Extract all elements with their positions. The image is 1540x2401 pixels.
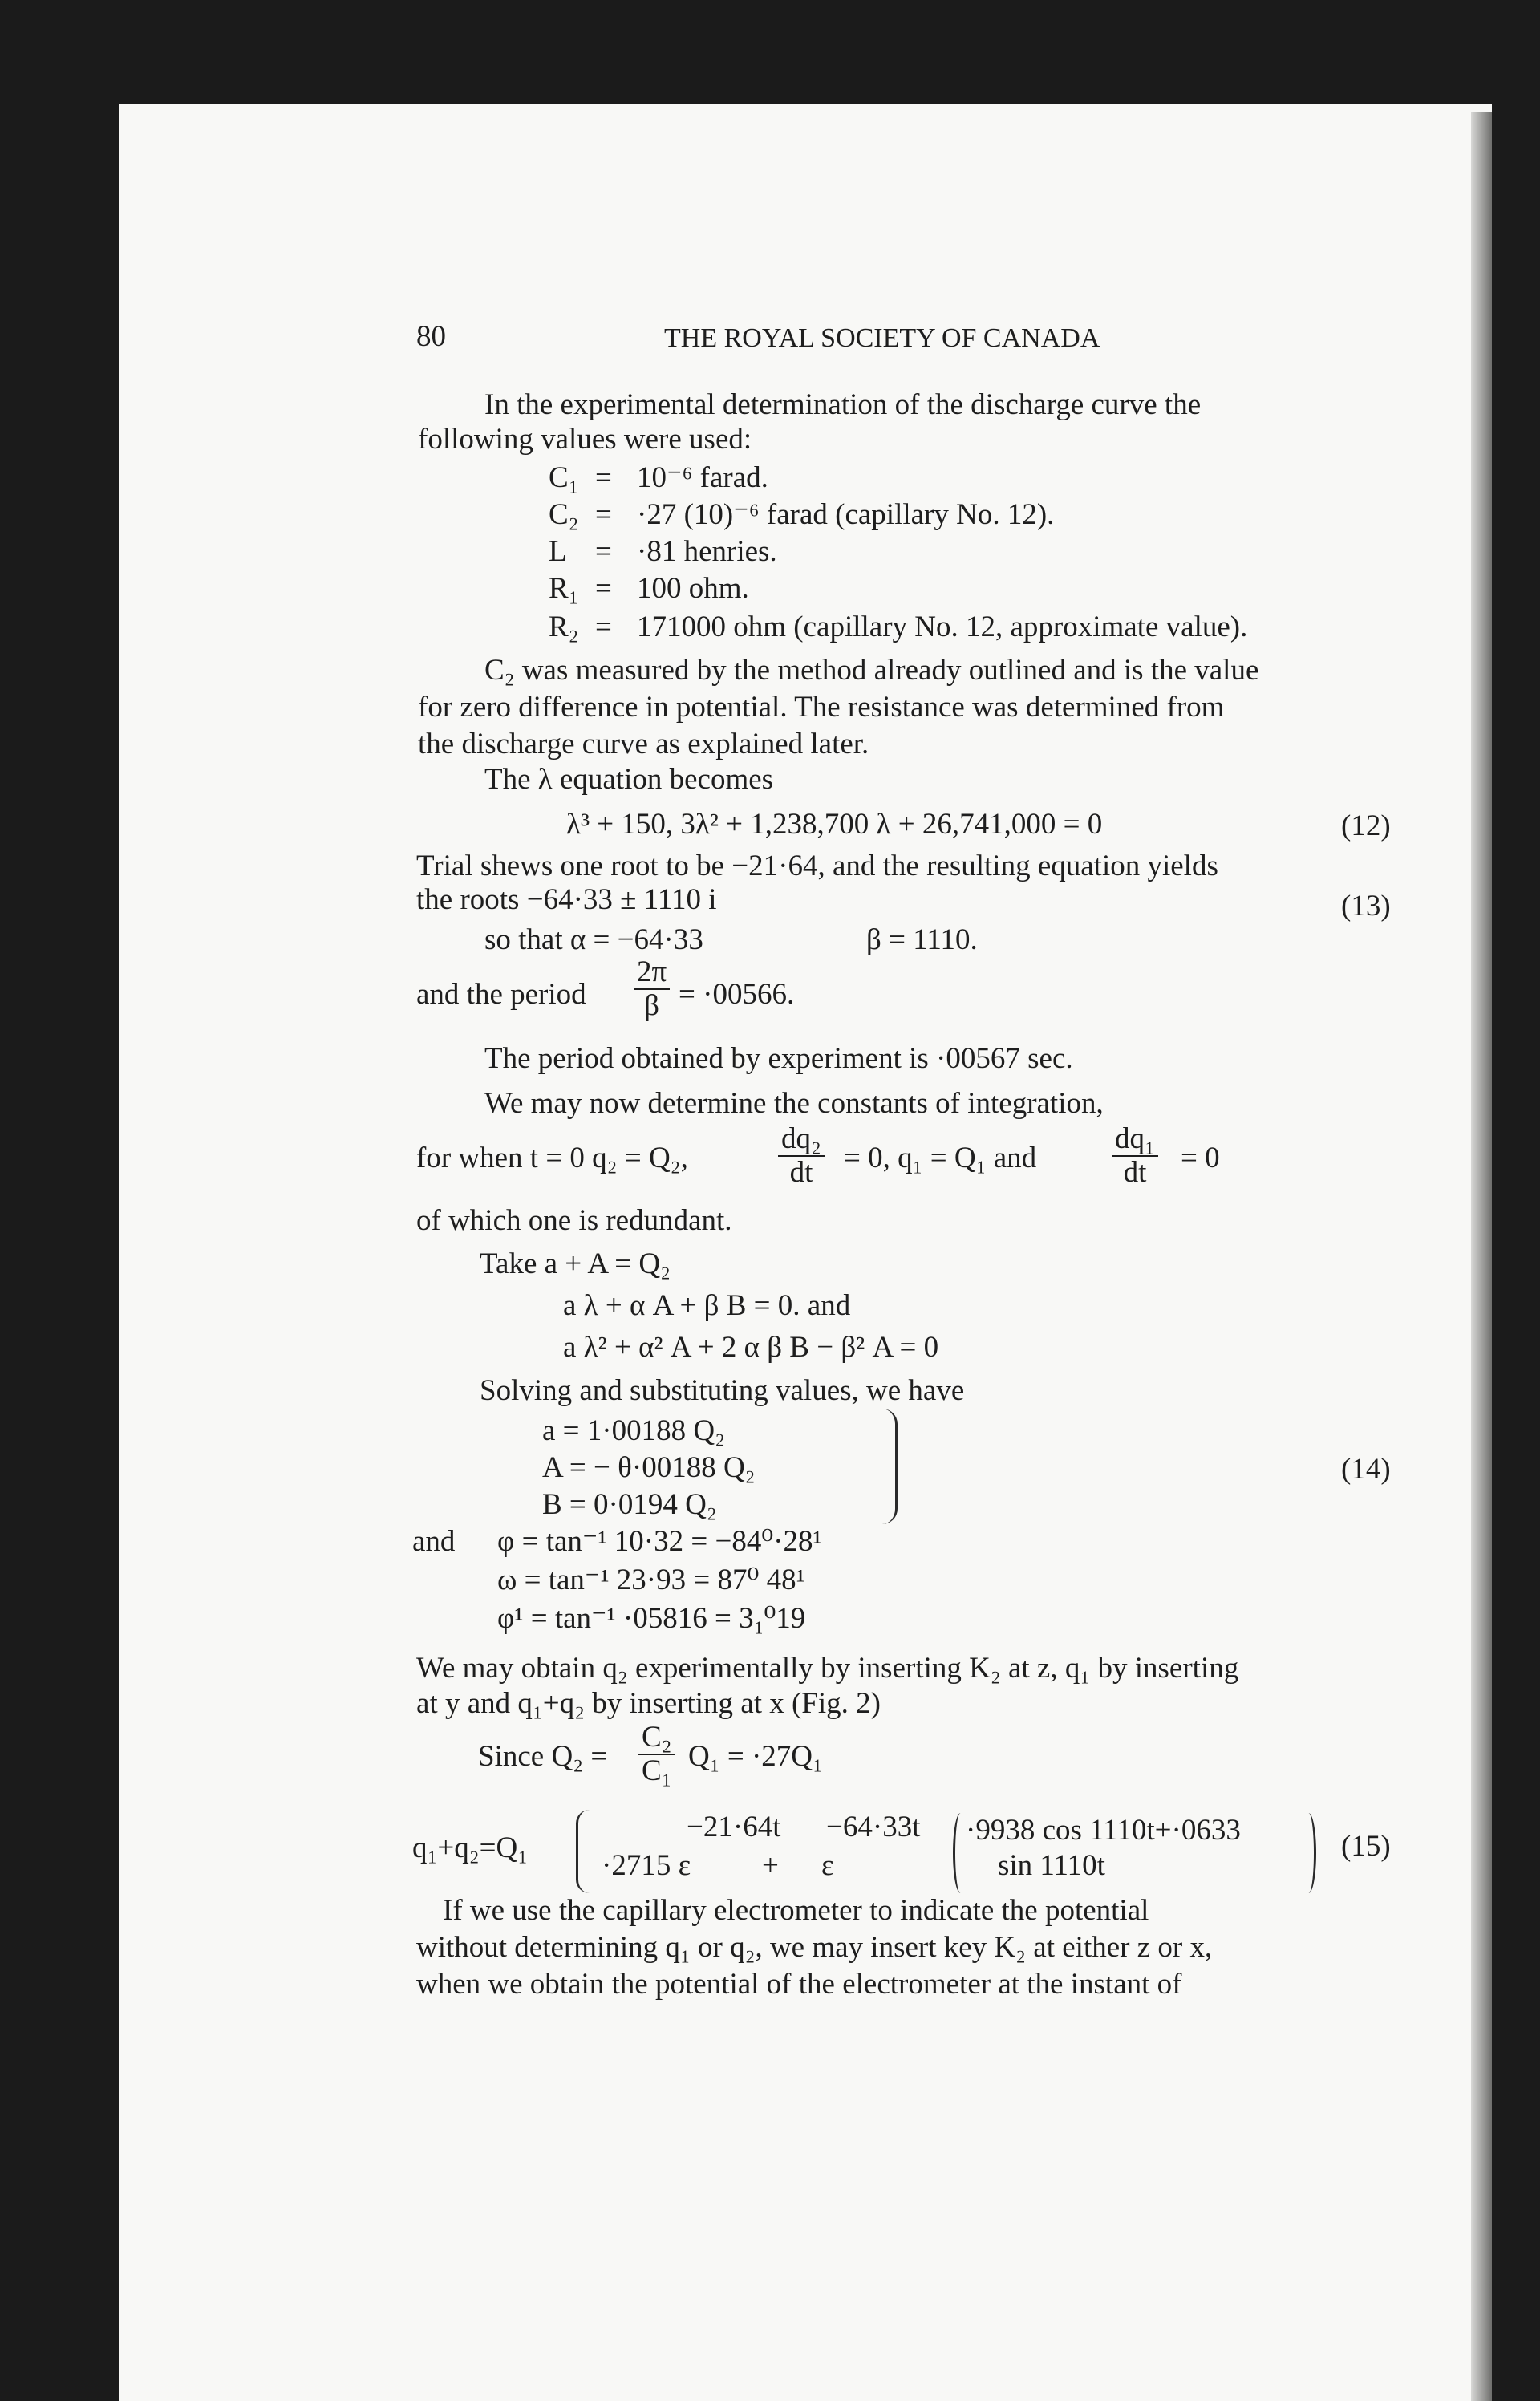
fraction-numerator: C₂ bbox=[638, 1722, 675, 1755]
eq14-line-1: a = 1·00188 Q₂ bbox=[542, 1414, 725, 1447]
experimental-period: The period obtained by experiment is ·00567 sec. bbox=[484, 1042, 1073, 1075]
plus-sign: + bbox=[762, 1849, 779, 1882]
value-text: ·27 (10)⁻⁶ farad (capillary No. 12). bbox=[637, 498, 1055, 531]
exponent-2: −64·33t bbox=[826, 1811, 921, 1843]
equation-number: (12) bbox=[1341, 809, 1391, 842]
eq14-line-3: B = 0·0194 Q₂ bbox=[542, 1488, 717, 1521]
phi-line: φ = tan⁻¹ 10·32 = −84⁰·28¹ bbox=[497, 1525, 822, 1558]
trial-line-1: Trial shews one root to be −21·64, and the resulting equation yields bbox=[416, 850, 1218, 882]
lambda-intro: The λ equation becomes bbox=[484, 763, 774, 796]
period-fraction bbox=[634, 956, 670, 1022]
value-sym: C₂ bbox=[549, 498, 579, 531]
when-mid: = 0, q₁ = Q₁ and bbox=[844, 1142, 1037, 1174]
eq14-line-2: A = − θ·00188 Q₂ bbox=[542, 1451, 756, 1484]
fraction-denominator: C₁ bbox=[642, 1754, 672, 1787]
trial-line-2: the roots −64·33 ± 1110 i bbox=[416, 883, 717, 916]
value-sym: C₁ bbox=[549, 461, 579, 494]
period-label: and the period bbox=[416, 978, 586, 1011]
omega-line: ω = tan⁻¹ 23·93 = 87⁰ 48¹ bbox=[497, 1563, 805, 1596]
capacity-ratio-fraction bbox=[638, 1722, 675, 1787]
right-brace bbox=[882, 1409, 898, 1524]
equation-number: (13) bbox=[1341, 890, 1391, 923]
eq15-lhs: q₁+q₂=Q₁ bbox=[412, 1831, 529, 1864]
since-pre: Since Q₂ = bbox=[478, 1740, 608, 1773]
page-number: 80 bbox=[416, 320, 446, 353]
obtain-line-1: We may obtain q₂ experimentally by inserting K₂ at z, q₁ by inserting bbox=[416, 1652, 1239, 1685]
final-line-3: when we obtain the potential of the electrometer at the instant of bbox=[416, 1968, 1182, 2001]
sin-term: sin 1110t bbox=[998, 1849, 1105, 1882]
eq15-coefficient: ·2715 ε bbox=[602, 1849, 691, 1882]
value-sym: R₂ bbox=[549, 610, 579, 643]
equation-number: (14) bbox=[1341, 1453, 1391, 1486]
value-eq: = bbox=[595, 535, 612, 568]
value-eq: = bbox=[595, 498, 612, 531]
value-eq: = bbox=[595, 610, 612, 643]
c2-line-1: C₂ was measured by the method already outlined and is the value bbox=[484, 654, 1259, 687]
page bbox=[119, 104, 1492, 2401]
redundant-line: of which one is redundant. bbox=[416, 1204, 732, 1237]
running-title: THE ROYAL SOCIETY OF CANADA bbox=[664, 323, 1100, 353]
fraction-numerator: dq₁ bbox=[1112, 1123, 1158, 1157]
c2-line-3: the discharge curve as explained later. bbox=[418, 728, 869, 760]
intro-line-2: following values were used: bbox=[418, 423, 752, 456]
take-line-3: a λ² + α² A + 2 α β B − β² A = 0 bbox=[563, 1331, 939, 1364]
alpha-value: so that α = −64·33 bbox=[484, 923, 703, 956]
phi1-line: φ¹ = tan⁻¹ ·05816 = 3₁⁰19 bbox=[497, 1602, 806, 1635]
fraction-denominator: dt bbox=[789, 1156, 813, 1189]
left-brace bbox=[576, 1810, 590, 1893]
value-text: 171000 ohm (capillary No. 12, approximate value). bbox=[637, 610, 1248, 643]
fraction-numerator: 2π bbox=[634, 956, 670, 990]
fraction-denominator: dt bbox=[1123, 1156, 1147, 1189]
value-eq: = bbox=[595, 572, 612, 605]
take-line-2: a λ + α A + β B = 0. and bbox=[563, 1289, 851, 1322]
since-post: Q₁ = ·27Q₁ bbox=[688, 1740, 823, 1773]
intro-line-1: In the experimental determination of the discharge curve the bbox=[484, 388, 1202, 421]
solving-line: Solving and substituting values, we have bbox=[480, 1374, 965, 1407]
when-post: = 0 bbox=[1181, 1142, 1220, 1174]
value-sym: R₁ bbox=[549, 572, 579, 605]
value-text: ·81 henries. bbox=[637, 535, 777, 568]
right-paren bbox=[1301, 1813, 1316, 1893]
beta-value: β = 1110. bbox=[866, 923, 978, 956]
page-edge bbox=[1471, 112, 1492, 2401]
value-text: 10⁻⁶ farad. bbox=[637, 461, 768, 494]
fraction-denominator: β bbox=[644, 989, 659, 1022]
value-text: 100 ohm. bbox=[637, 572, 749, 605]
cos-term: ·9938 cos 1110t+·0633 bbox=[966, 1814, 1241, 1847]
period-value: = ·00566. bbox=[679, 978, 795, 1011]
take-line-1: Take a + A = Q₂ bbox=[480, 1247, 671, 1280]
value-sym: L bbox=[549, 535, 567, 568]
exponent-1: −21·64t bbox=[687, 1811, 781, 1843]
equation-12: λ³ + 150, 3λ² + 1,238,700 λ + 26,741,000 = 0 bbox=[566, 808, 1103, 841]
dq1-fraction bbox=[1112, 1123, 1158, 1189]
equation-number: (15) bbox=[1341, 1830, 1391, 1863]
when-pre: for when t = 0 q₂ = Q₂, bbox=[416, 1142, 688, 1174]
final-line-1: If we use the capillary electrometer to indicate the potential bbox=[443, 1894, 1149, 1927]
final-line-2: without determining q₁ or q₂, we may insert key K₂ at either z or x, bbox=[416, 1931, 1213, 1964]
epsilon: ε bbox=[821, 1849, 834, 1882]
fraction-numerator: dq₂ bbox=[778, 1123, 825, 1157]
c2-line-2: for zero difference in potential. The resistance was determined from bbox=[418, 691, 1225, 724]
and-label: and bbox=[412, 1525, 456, 1558]
obtain-line-2: at y and q₁+q₂ by inserting at x (Fig. 2) bbox=[416, 1687, 881, 1720]
value-eq: = bbox=[595, 461, 612, 494]
dq2-fraction bbox=[778, 1123, 825, 1189]
constants-line: We may now determine the constants of integration, bbox=[484, 1087, 1104, 1120]
